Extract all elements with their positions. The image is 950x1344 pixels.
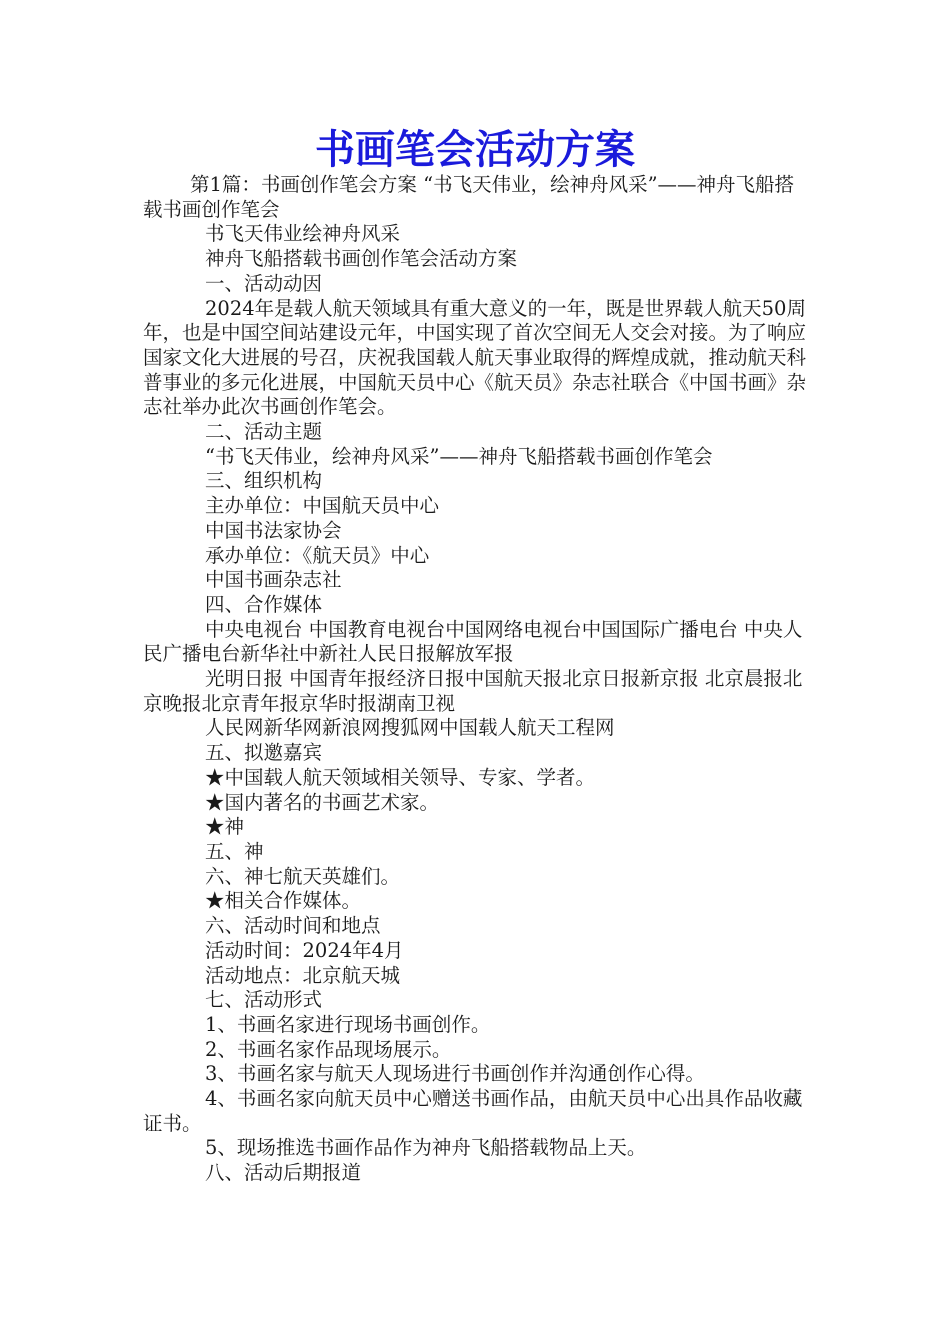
paragraph: 光明日报 中国青年报经济日报中国航天报北京日报新京报 北京晨报北京晚报北京青年报京华时报湖南卫视 bbox=[143, 667, 803, 715]
paragraph: 一、活动动因 bbox=[205, 271, 323, 295]
paragraph: 3、书画名家与航天人现场进行书画创作并沟通创作心得。 bbox=[205, 1062, 705, 1086]
paragraph: 2、书画名家作品现场展示。 bbox=[205, 1037, 452, 1061]
paragraph: 四、合作媒体 bbox=[205, 592, 323, 616]
paragraph: 五、神 bbox=[205, 839, 264, 863]
paragraph: 七、活动形式 bbox=[205, 988, 323, 1012]
paragraph: 中国书法家协会 bbox=[205, 518, 342, 542]
paragraph: ★神 bbox=[205, 815, 245, 839]
paragraph: 六、活动时间和地点 bbox=[205, 914, 381, 938]
paragraph: 三、组织机构 bbox=[205, 469, 323, 493]
paragraph: 第1篇：书画创作笔会方案 “书飞天伟业，绘神舟风采”——神舟飞船搭载书画创作笔会 bbox=[143, 173, 795, 221]
paragraph: ★中国载人航天领域相关领导、专家、学者。 bbox=[205, 765, 596, 789]
paragraph: 书飞天伟业绘神舟风采 bbox=[205, 222, 401, 246]
paragraph: “书飞天伟业，绘神舟风采”——神舟飞船搭载书画创作笔会 bbox=[205, 444, 713, 468]
paragraph: 活动时间：2024年4月 bbox=[205, 938, 404, 962]
paragraph: 神舟飞船搭载书画创作笔会活动方案 bbox=[205, 247, 518, 271]
paragraph: 中央电视台 中国教育电视台中国网络电视台中国国际广播电台 中央人民广播电台新华社中新社人民日报解放军报 bbox=[143, 617, 803, 666]
paragraph: 八、活动后期报道 bbox=[205, 1161, 362, 1185]
paragraph: 4、书画名家向航天员中心赠送书画作品，由航天员中心出具作品收藏证书。 bbox=[143, 1087, 803, 1135]
paragraph: 承办单位：《航天员》中心 bbox=[205, 543, 430, 567]
paragraph: ★国内著名的书画艺术家。 bbox=[205, 790, 440, 814]
paragraph: 五、拟邀嘉宾 bbox=[205, 741, 323, 765]
paragraph: 1、书画名家进行现场书画创作。 bbox=[205, 1012, 491, 1036]
paragraph: 活动地点：北京航天城 bbox=[205, 963, 401, 987]
paragraph: 2024年是载人航天领域具有重大意义的一年，既是世界载人航天50周年，也是中国空间站建设元年，中国实现了首次空间无人交会对接。为了响应国家文化大进展的号召，庆祝我国载人航天事业取得的辉煌成就，推动航天科普事业的多元化进展，中国航天员中心《航天员》杂志社联合《中国书画》杂志社举办此次书画创作笔会。 bbox=[143, 296, 807, 419]
paragraph: 中国书画杂志社 bbox=[205, 568, 342, 592]
document-body bbox=[143, 173, 808, 1186]
paragraph: 主办单位：中国航天员中心 bbox=[205, 494, 440, 518]
document-title: 书画笔会活动方案 bbox=[315, 126, 635, 173]
paragraph: 5、现场推选书画作品作为神舟飞船搭载物品上天。 bbox=[205, 1136, 647, 1160]
paragraph: 人民网新华网新浪网搜狐网中国载人航天工程网 bbox=[205, 716, 615, 740]
paragraph: ★相关合作媒体。 bbox=[205, 889, 362, 913]
paragraph: 六、神七航天英雄们。 bbox=[205, 864, 401, 888]
paragraph: 二、活动主题 bbox=[205, 420, 323, 444]
